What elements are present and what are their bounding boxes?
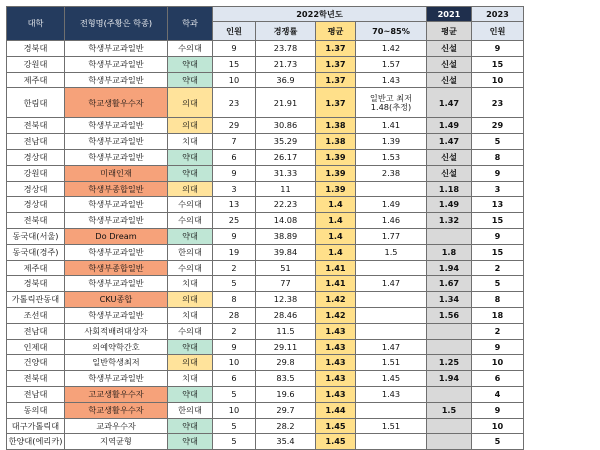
table-row: [7, 165, 524, 181]
count-2022-cell: 25: [213, 213, 256, 229]
admission-type-cell: 지역균형: [65, 434, 168, 450]
range-2022-cell: 1.43: [356, 72, 427, 88]
university-cell: 전남대: [7, 134, 65, 150]
mean-2022-cell: 1.4: [316, 228, 356, 244]
header-admission-type: 전형명(주황은 학종): [65, 7, 168, 41]
ratio-2022-cell: 31.33: [256, 165, 316, 181]
mean-2022-cell: 1.45: [316, 434, 356, 450]
university-cell: 경상대: [7, 181, 65, 197]
count-2023-cell: 4: [472, 386, 524, 402]
admission-type-cell: 학생부교과일반: [65, 56, 168, 72]
count-2023-cell: 10: [472, 418, 524, 434]
range-2022-cell: 1.51: [356, 418, 427, 434]
ratio-2022-cell: 83.5: [256, 371, 316, 387]
university-cell: 경북대: [7, 41, 65, 57]
university-cell: 동국대(경주): [7, 244, 65, 260]
count-2022-cell: 7: [213, 134, 256, 150]
university-cell: 동의대: [7, 402, 65, 418]
university-cell: 경상대: [7, 197, 65, 213]
department-cell: 수의대: [168, 260, 213, 276]
mean-2021-cell: 신설: [427, 149, 472, 165]
university-cell: 경북대: [7, 276, 65, 292]
department-cell: 수의대: [168, 213, 213, 229]
university-cell: 한림대: [7, 88, 65, 118]
range-2022-cell: 2.38: [356, 165, 427, 181]
table-row: [7, 260, 524, 276]
mean-2022-cell: 1.42: [316, 307, 356, 323]
count-2022-cell: 19: [213, 244, 256, 260]
mean-2022-cell: 1.43: [316, 323, 356, 339]
range-2022-cell: [356, 323, 427, 339]
table-row: [7, 244, 524, 260]
university-cell: 전북대: [7, 213, 65, 229]
count-2023-cell: 6: [472, 371, 524, 387]
header-year-2023: 2023: [472, 7, 524, 22]
department-cell: 의대: [168, 118, 213, 134]
table-row: [7, 197, 524, 213]
table-body: [7, 41, 524, 450]
range-2022-cell: [356, 402, 427, 418]
count-2023-cell: 13: [472, 197, 524, 213]
university-cell: 인제대: [7, 339, 65, 355]
mean-2021-cell: [427, 339, 472, 355]
department-cell: 약대: [168, 434, 213, 450]
count-2022-cell: 9: [213, 165, 256, 181]
admission-table-container: [6, 6, 524, 450]
department-cell: 치대: [168, 276, 213, 292]
table-row: [7, 181, 524, 197]
mean-2021-cell: 1.25: [427, 355, 472, 371]
count-2022-cell: 2: [213, 260, 256, 276]
admission-results-table: [6, 6, 524, 450]
range-2022-cell: [356, 181, 427, 197]
range-2022-cell: 1.47: [356, 339, 427, 355]
header-2022-ratio: 경쟁률: [256, 22, 316, 41]
mean-2021-cell: 신설: [427, 41, 472, 57]
count-2023-cell: 15: [472, 56, 524, 72]
ratio-2022-cell: 35.4: [256, 434, 316, 450]
admission-type-cell: 교과우수자: [65, 418, 168, 434]
university-cell: 경상대: [7, 149, 65, 165]
ratio-2022-cell: 19.6: [256, 386, 316, 402]
mean-2022-cell: 1.43: [316, 339, 356, 355]
range-2022-cell: 1.42: [356, 41, 427, 57]
mean-2022-cell: 1.45: [316, 418, 356, 434]
count-2023-cell: 18: [472, 307, 524, 323]
header-department: 학과: [168, 7, 213, 41]
ratio-2022-cell: 11: [256, 181, 316, 197]
ratio-2022-cell: 30.86: [256, 118, 316, 134]
admission-type-cell: 학생부교과일반: [65, 72, 168, 88]
count-2022-cell: 13: [213, 197, 256, 213]
ratio-2022-cell: 22.23: [256, 197, 316, 213]
table-row: [7, 292, 524, 308]
table-row: [7, 213, 524, 229]
count-2022-cell: 9: [213, 228, 256, 244]
mean-2021-cell: 신설: [427, 72, 472, 88]
count-2023-cell: 2: [472, 323, 524, 339]
ratio-2022-cell: 14.08: [256, 213, 316, 229]
mean-2021-cell: 1.49: [427, 197, 472, 213]
ratio-2022-cell: 28.46: [256, 307, 316, 323]
admission-type-cell: 학생부종합일반: [65, 260, 168, 276]
admission-type-cell: 의예약학간호: [65, 339, 168, 355]
mean-2022-cell: 1.4: [316, 244, 356, 260]
ratio-2022-cell: 12.38: [256, 292, 316, 308]
count-2022-cell: 10: [213, 402, 256, 418]
admission-type-cell: CKU종합: [65, 292, 168, 308]
range-2022-cell: [356, 292, 427, 308]
count-2023-cell: 8: [472, 292, 524, 308]
count-2023-cell: 9: [472, 165, 524, 181]
ratio-2022-cell: 77: [256, 276, 316, 292]
count-2023-cell: 9: [472, 402, 524, 418]
mean-2021-cell: 신설: [427, 56, 472, 72]
count-2022-cell: 23: [213, 88, 256, 118]
university-cell: 전북대: [7, 371, 65, 387]
mean-2021-cell: 1.47: [427, 134, 472, 150]
table-row: [7, 88, 524, 118]
admission-type-cell: 학교생활우수자: [65, 88, 168, 118]
mean-2022-cell: 1.37: [316, 56, 356, 72]
ratio-2022-cell: 21.73: [256, 56, 316, 72]
range-2022-cell: 1.41: [356, 118, 427, 134]
count-2023-cell: 8: [472, 149, 524, 165]
count-2023-cell: 5: [472, 276, 524, 292]
university-cell: 강원대: [7, 165, 65, 181]
ratio-2022-cell: 51: [256, 260, 316, 276]
department-cell: 한의대: [168, 402, 213, 418]
admission-type-cell: 미래인재: [65, 165, 168, 181]
range-2022-cell: [356, 307, 427, 323]
mean-2022-cell: 1.38: [316, 134, 356, 150]
admission-type-cell: 일반학생최저: [65, 355, 168, 371]
count-2023-cell: 10: [472, 72, 524, 88]
range-2022-cell: 일반고 최저 1.48(추정): [356, 88, 427, 118]
mean-2021-cell: 1.94: [427, 371, 472, 387]
mean-2021-cell: [427, 323, 472, 339]
admission-type-cell: 학생부종합일반: [65, 181, 168, 197]
admission-type-cell: Do Dream: [65, 228, 168, 244]
mean-2021-cell: 1.8: [427, 244, 472, 260]
count-2022-cell: 8: [213, 292, 256, 308]
ratio-2022-cell: 29.7: [256, 402, 316, 418]
table-row: [7, 72, 524, 88]
ratio-2022-cell: 23.78: [256, 41, 316, 57]
range-2022-cell: 1.45: [356, 371, 427, 387]
mean-2022-cell: 1.42: [316, 292, 356, 308]
count-2022-cell: 6: [213, 371, 256, 387]
mean-2021-cell: 1.32: [427, 213, 472, 229]
table-row: [7, 434, 524, 450]
count-2022-cell: 29: [213, 118, 256, 134]
university-cell: 건양대: [7, 355, 65, 371]
count-2023-cell: 5: [472, 134, 524, 150]
admission-type-cell: 학생부교과일반: [65, 149, 168, 165]
range-2022-cell: 1.77: [356, 228, 427, 244]
range-2022-cell: 1.43: [356, 386, 427, 402]
university-cell: 대구가톨릭대: [7, 418, 65, 434]
department-cell: 치대: [168, 371, 213, 387]
ratio-2022-cell: 39.84: [256, 244, 316, 260]
count-2022-cell: 5: [213, 418, 256, 434]
ratio-2022-cell: 11.5: [256, 323, 316, 339]
count-2022-cell: 6: [213, 149, 256, 165]
range-2022-cell: 1.39: [356, 134, 427, 150]
university-cell: 강원대: [7, 56, 65, 72]
mean-2022-cell: 1.43: [316, 386, 356, 402]
department-cell: 약대: [168, 72, 213, 88]
count-2023-cell: 9: [472, 228, 524, 244]
header-2022-range: 70~85%: [356, 22, 427, 41]
mean-2022-cell: 1.41: [316, 260, 356, 276]
mean-2022-cell: 1.39: [316, 149, 356, 165]
mean-2021-cell: 1.34: [427, 292, 472, 308]
mean-2021-cell: 신설: [427, 165, 472, 181]
admission-type-cell: 학생부교과일반: [65, 118, 168, 134]
mean-2022-cell: 1.41: [316, 276, 356, 292]
table-row: [7, 355, 524, 371]
department-cell: 약대: [168, 418, 213, 434]
count-2023-cell: 9: [472, 41, 524, 57]
department-cell: 약대: [168, 149, 213, 165]
table-row: [7, 386, 524, 402]
department-cell: 약대: [168, 228, 213, 244]
mean-2022-cell: 1.4: [316, 213, 356, 229]
admission-type-cell: 고교생활우수자: [65, 386, 168, 402]
count-2022-cell: 5: [213, 386, 256, 402]
range-2022-cell: 1.49: [356, 197, 427, 213]
count-2023-cell: 2: [472, 260, 524, 276]
header-university: 대학: [7, 7, 65, 41]
range-2022-cell: 1.51: [356, 355, 427, 371]
count-2022-cell: 28: [213, 307, 256, 323]
mean-2021-cell: [427, 418, 472, 434]
admission-type-cell: 학생부교과일반: [65, 307, 168, 323]
admission-type-cell: 학생부교과일반: [65, 244, 168, 260]
count-2022-cell: 5: [213, 434, 256, 450]
count-2022-cell: 10: [213, 72, 256, 88]
table-row: [7, 307, 524, 323]
admission-type-cell: 학생부교과일반: [65, 41, 168, 57]
mean-2022-cell: 1.44: [316, 402, 356, 418]
mean-2022-cell: 1.39: [316, 165, 356, 181]
count-2023-cell: 29: [472, 118, 524, 134]
department-cell: 의대: [168, 88, 213, 118]
admission-type-cell: 사회적배려대상자: [65, 323, 168, 339]
university-cell: 동국대(서울): [7, 228, 65, 244]
count-2022-cell: 10: [213, 355, 256, 371]
department-cell: 치대: [168, 134, 213, 150]
mean-2021-cell: 1.56: [427, 307, 472, 323]
range-2022-cell: 1.5: [356, 244, 427, 260]
admission-type-cell: 학생부교과일반: [65, 371, 168, 387]
department-cell: 치대: [168, 307, 213, 323]
count-2023-cell: 15: [472, 244, 524, 260]
university-cell: 제주대: [7, 260, 65, 276]
mean-2022-cell: 1.39: [316, 181, 356, 197]
header-2021-mean: 평균: [427, 22, 472, 41]
table-row: [7, 418, 524, 434]
department-cell: 수의대: [168, 323, 213, 339]
ratio-2022-cell: 36.9: [256, 72, 316, 88]
mean-2021-cell: [427, 434, 472, 450]
table-row: [7, 371, 524, 387]
mean-2021-cell: 1.5: [427, 402, 472, 418]
mean-2022-cell: 1.43: [316, 371, 356, 387]
range-2022-cell: 1.47: [356, 276, 427, 292]
table-row: [7, 402, 524, 418]
count-2023-cell: 3: [472, 181, 524, 197]
department-cell: 의대: [168, 292, 213, 308]
count-2022-cell: 5: [213, 276, 256, 292]
admission-type-cell: 학생부교과일반: [65, 134, 168, 150]
department-cell: 약대: [168, 386, 213, 402]
count-2022-cell: 3: [213, 181, 256, 197]
university-cell: 가톨릭관동대: [7, 292, 65, 308]
department-cell: 약대: [168, 339, 213, 355]
mean-2021-cell: 1.67: [427, 276, 472, 292]
department-cell: 약대: [168, 56, 213, 72]
mean-2021-cell: 1.18: [427, 181, 472, 197]
mean-2021-cell: 1.94: [427, 260, 472, 276]
count-2022-cell: 9: [213, 41, 256, 57]
mean-2022-cell: 1.43: [316, 355, 356, 371]
ratio-2022-cell: 21.91: [256, 88, 316, 118]
table-row: [7, 118, 524, 134]
university-cell: 제주대: [7, 72, 65, 88]
university-cell: 전북대: [7, 118, 65, 134]
department-cell: 수의대: [168, 197, 213, 213]
university-cell: 전남대: [7, 386, 65, 402]
header-2023-count: 인원: [472, 22, 524, 41]
ratio-2022-cell: 38.89: [256, 228, 316, 244]
university-cell: 조선대: [7, 307, 65, 323]
mean-2021-cell: 1.47: [427, 88, 472, 118]
range-2022-cell: 1.53: [356, 149, 427, 165]
header-year-2022: 2022학년도: [213, 7, 427, 22]
count-2022-cell: 9: [213, 339, 256, 355]
ratio-2022-cell: 26.17: [256, 149, 316, 165]
count-2023-cell: 23: [472, 88, 524, 118]
admission-type-cell: 학교생활우수자: [65, 402, 168, 418]
range-2022-cell: [356, 260, 427, 276]
department-cell: 의대: [168, 355, 213, 371]
range-2022-cell: 1.57: [356, 56, 427, 72]
table-row: [7, 149, 524, 165]
mean-2021-cell: [427, 228, 472, 244]
ratio-2022-cell: 35.29: [256, 134, 316, 150]
table-row: [7, 41, 524, 57]
ratio-2022-cell: 29.8: [256, 355, 316, 371]
table-row: [7, 228, 524, 244]
ratio-2022-cell: 28.2: [256, 418, 316, 434]
university-cell: 전남대: [7, 323, 65, 339]
mean-2022-cell: 1.37: [316, 72, 356, 88]
header-2022-mean: 평균: [316, 22, 356, 41]
department-cell: 약대: [168, 165, 213, 181]
table-row: [7, 339, 524, 355]
count-2022-cell: 15: [213, 56, 256, 72]
mean-2022-cell: 1.38: [316, 118, 356, 134]
table-row: [7, 134, 524, 150]
department-cell: 의대: [168, 181, 213, 197]
department-cell: 한의대: [168, 244, 213, 260]
range-2022-cell: 1.46: [356, 213, 427, 229]
admission-type-cell: 학생부교과일반: [65, 213, 168, 229]
count-2023-cell: 5: [472, 434, 524, 450]
admission-type-cell: 학생부교과일반: [65, 197, 168, 213]
mean-2021-cell: 1.49: [427, 118, 472, 134]
count-2023-cell: 9: [472, 339, 524, 355]
mean-2022-cell: 1.37: [316, 88, 356, 118]
mean-2022-cell: 1.37: [316, 41, 356, 57]
count-2022-cell: 2: [213, 323, 256, 339]
table-row: [7, 56, 524, 72]
header-2022-count: 인원: [213, 22, 256, 41]
university-cell: 한양대(에리카): [7, 434, 65, 450]
mean-2021-cell: [427, 386, 472, 402]
department-cell: 수의대: [168, 41, 213, 57]
count-2023-cell: 15: [472, 213, 524, 229]
range-2022-cell: [356, 434, 427, 450]
admission-type-cell: 학생부교과일반: [65, 276, 168, 292]
count-2023-cell: 10: [472, 355, 524, 371]
mean-2022-cell: 1.4: [316, 197, 356, 213]
ratio-2022-cell: 29.11: [256, 339, 316, 355]
table-row: [7, 323, 524, 339]
table-row: [7, 276, 524, 292]
header-year-2021: 2021: [427, 7, 472, 22]
